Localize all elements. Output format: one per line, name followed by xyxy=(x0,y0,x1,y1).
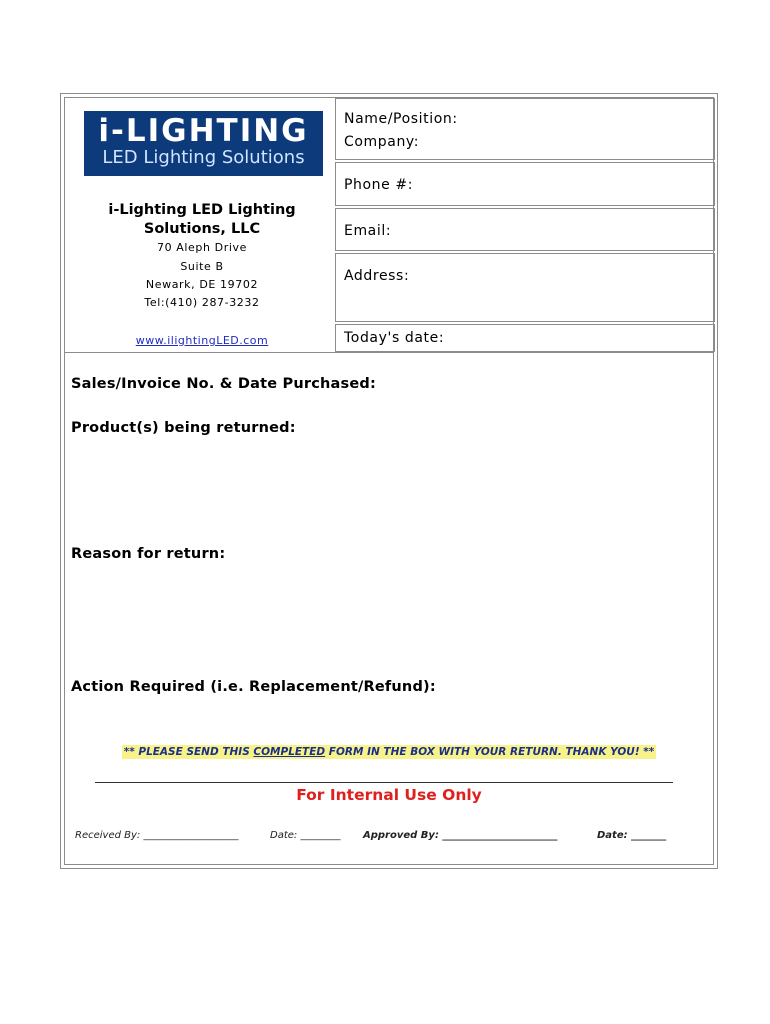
email-label: Email: xyxy=(344,223,392,239)
company-address-line1: 70 Aleph Drive xyxy=(156,241,248,254)
phone-label: Phone #: xyxy=(344,177,414,193)
return-notice xyxy=(65,746,713,758)
return-form-frame xyxy=(60,93,718,869)
company-website-link[interactable]: www.ilightingLED.com xyxy=(135,334,269,347)
approved-date-field: Date: _______ xyxy=(597,830,667,841)
todays-date-field[interactable] xyxy=(335,324,715,352)
notice-text-end: FORM IN THE BOX WITH YOUR RETURN. THANK YOU! ** xyxy=(325,746,655,758)
notice-completed-emphasis: COMPLETED xyxy=(253,746,326,758)
phone-field[interactable] xyxy=(335,162,715,206)
internal-use-title: For Internal Use Only xyxy=(296,786,482,804)
company-address-line2: Suite B xyxy=(180,260,224,273)
notice-text-start: ** PLEASE SEND THIS xyxy=(123,746,254,758)
company-phone: Tel:(410) 287-3232 xyxy=(144,296,260,309)
address-label: Address: xyxy=(344,268,410,284)
name-company-field[interactable] xyxy=(335,98,715,160)
received-date-field: Date: ________ xyxy=(270,830,341,841)
name-position-label: Name/Position: xyxy=(344,111,458,127)
address-field[interactable] xyxy=(335,253,715,322)
company-label: Company: xyxy=(344,134,420,150)
company-name: i-Lighting LED Lighting Solutions, LLC xyxy=(108,202,296,237)
products-heading: Product(s) being returned: xyxy=(71,420,296,436)
logo-title: i-LIGHTING xyxy=(98,113,309,149)
reason-heading: Reason for return: xyxy=(71,546,226,562)
todays-date-label: Today's date: xyxy=(344,330,445,346)
received-by-field: Received By: ___________________ xyxy=(75,830,239,841)
email-field[interactable] xyxy=(335,208,715,251)
notice-highlight xyxy=(122,745,657,759)
section-divider xyxy=(65,352,713,353)
approved-by-field: Approved By: _______________________ xyxy=(363,830,558,841)
company-logo xyxy=(84,111,323,176)
separator-line xyxy=(95,782,673,783)
invoice-heading: Sales/Invoice No. & Date Purchased: xyxy=(71,376,376,392)
logo-subtitle: LED Lighting Solutions xyxy=(102,147,305,168)
return-form-inner xyxy=(64,97,714,865)
action-heading: Action Required (i.e. Replacement/Refund): xyxy=(71,679,436,695)
company-city-state: Newark, DE 19702 xyxy=(145,278,259,291)
